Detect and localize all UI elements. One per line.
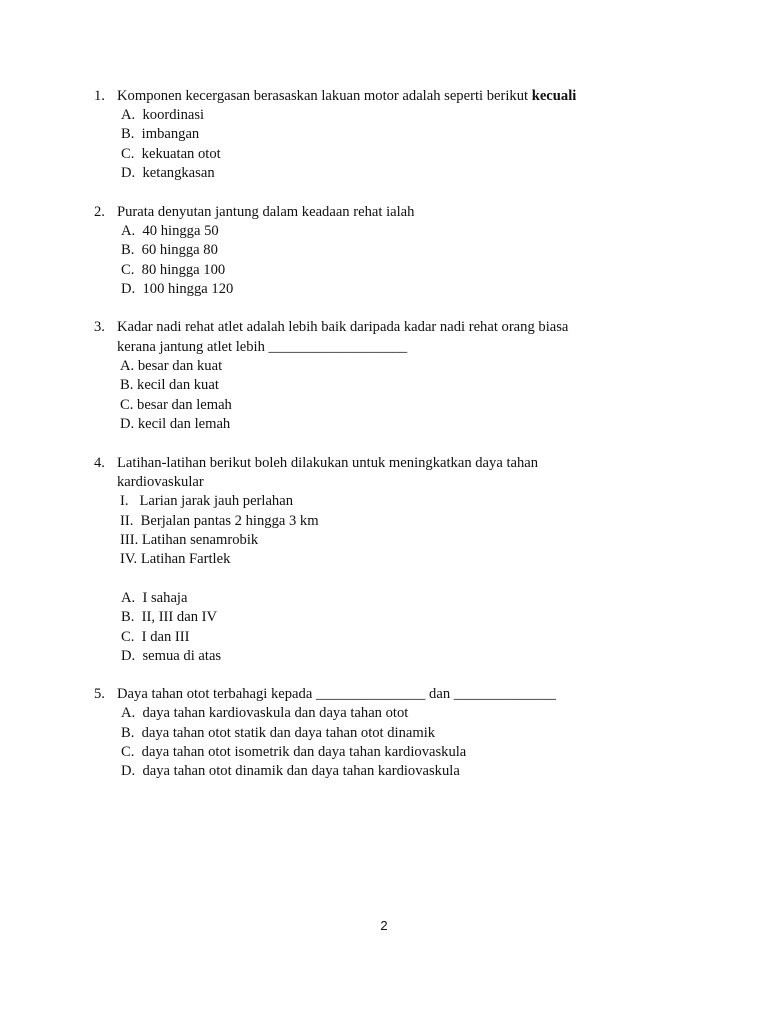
- question-5-number: 5.: [94, 686, 105, 702]
- question-4-stem-line-2: kardiovaskular: [117, 474, 204, 490]
- question-1-option-b: B. imbangan: [121, 126, 200, 142]
- question-3-option-c: C. besar dan lemah: [120, 397, 232, 413]
- question-1-option-c: C. kekuatan otot: [121, 146, 221, 162]
- page-number: 2: [380, 918, 388, 933]
- question-1-number: 1.: [94, 88, 105, 104]
- question-5-option-a: A. daya tahan kardiovaskula dan daya tahan otot: [121, 705, 409, 721]
- question-4-statement-1: I. Larian jarak jauh perlahan: [120, 493, 294, 509]
- question-4-option-b: B. II, III dan IV: [121, 609, 218, 625]
- question-3-stem-line-1: Kadar nadi rehat atlet adalah lebih baik daripada kadar nadi rehat orang biasa: [117, 319, 569, 335]
- question-4-option-a: A. I sahaja: [121, 590, 188, 606]
- question-2-stem: Purata denyutan jantung dalam keadaan rehat ialah: [117, 204, 415, 220]
- question-1-stem: [117, 87, 576, 106]
- question-4-statement-4: IV. Latihan Fartlek: [120, 551, 231, 567]
- question-3-option-a: A. besar dan kuat: [120, 358, 223, 374]
- question-1-stem-text: Komponen kecergasan berasaskan lakuan motor adalah seperti berikut: [117, 88, 532, 104]
- question-5-option-c: C. daya tahan otot isometrik dan daya tahan kardiovaskula: [121, 744, 467, 760]
- question-1-stem-emphasis: kecuali: [531, 88, 577, 104]
- question-5-stem: Daya tahan otot terbahagi kepada _______________ dan ______________: [117, 686, 556, 702]
- question-2-option-b: B. 60 hingga 80: [121, 242, 218, 258]
- question-3-option-b: B. kecil dan kuat: [120, 377, 219, 393]
- question-5-option-b: B. daya tahan otot statik dan daya tahan otot dinamik: [121, 725, 436, 741]
- question-5-option-d: D. daya tahan otot dinamik dan daya tahan kardiovaskula: [121, 763, 460, 779]
- question-4-number: 4.: [94, 455, 105, 471]
- question-2-option-d: D. 100 hingga 120: [121, 281, 234, 297]
- question-1-option-d: D. ketangkasan: [121, 165, 215, 181]
- question-3-option-d: D. kecil dan lemah: [120, 416, 231, 432]
- question-1-option-a: A. koordinasi: [121, 107, 205, 123]
- question-3-number: 3.: [94, 319, 105, 335]
- question-2-option-a: A. 40 hingga 50: [121, 223, 219, 239]
- question-2-number: 2.: [94, 204, 105, 220]
- question-3-stem-line-2: kerana jantung atlet lebih ___________________: [117, 339, 408, 355]
- question-4-stem-line-1: Latihan-latihan berikut boleh dilakukan untuk meningkatkan daya tahan: [117, 455, 539, 471]
- question-4-statement-3: III. Latihan senamrobik: [120, 532, 259, 548]
- question-4-statement-2: II. Berjalan pantas 2 hingga 3 km: [120, 513, 319, 529]
- question-4-option-d: D. semua di atas: [121, 648, 222, 664]
- question-4-option-c: C. I dan III: [121, 629, 190, 645]
- question-2-option-c: C. 80 hingga 100: [121, 262, 226, 278]
